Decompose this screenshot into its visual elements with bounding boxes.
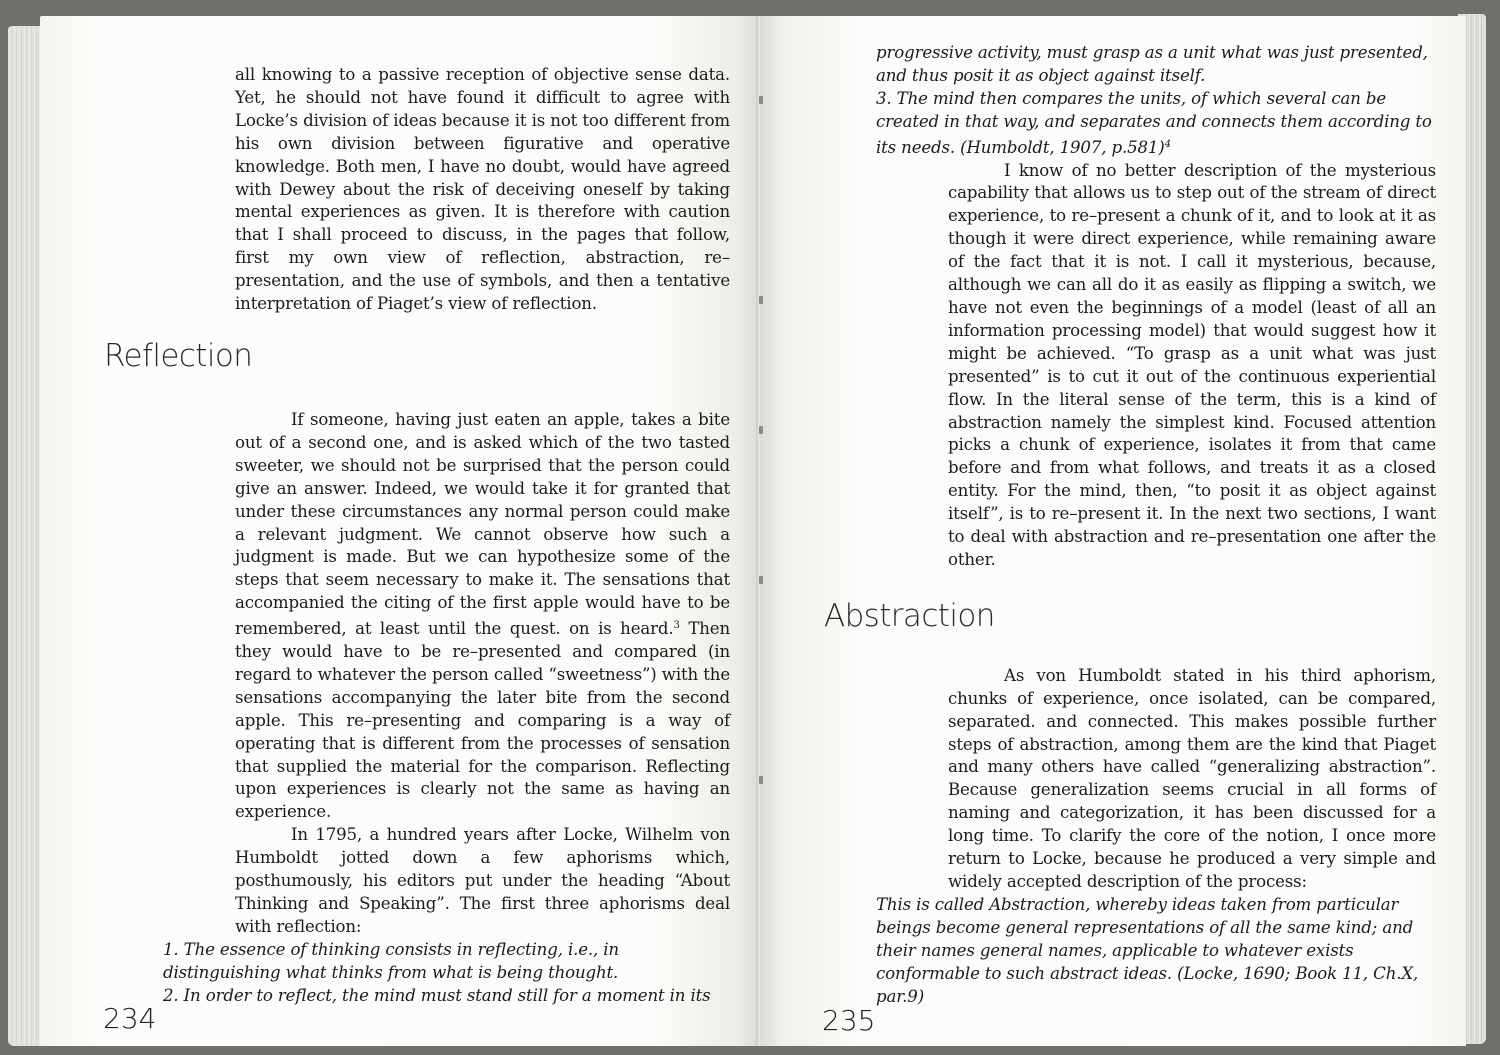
page-number-right: 235 [822, 1004, 876, 1037]
right-page [760, 16, 1466, 1046]
binding-stitch [759, 426, 763, 434]
section-heading-abstraction: Abstraction [824, 597, 995, 634]
locke-quote: This is called Abstraction, whereby ideas taken from particular beings become general representations of all the same kind; and their names general names, applicable to whatever exists conformable to such abstract ideas. (Locke, 1690; Book 11, Ch.X, par.9) [876, 894, 1419, 1006]
paragraph-mysterious: I know of no better description of the mysterious capability that allows us to step out of the stream of direct experience, to re–present a chunk of it, and to look at it as though it were direct experience, while remaining aware of the fact that it is not. I call it mysterious, because, although we can all do it as easily as flipping a switch, we have not even the beginnings of a model (least of all an information processing model) that would suggest how it might be achieved. “To grasp as a unit what was just presented” is to cut it out of the continuous experiential flow. In the literal sense of the term, this is a kind of abstraction namely the simplest kind. Focused attention picks a chunk of experience, isolates it from that came before and from what follows, and treats it as a closed entity. For the mind, then, “to posit it as object against itself”, is to re–present it. In the next two sections, I want to deal with abstraction and re–presentation one after the other. [948, 160, 1436, 569]
aphorism-2-start: 2. In order to reflect, the mind must stand still for a moment in its [163, 985, 711, 1005]
aphorism-1: 1. The essence of thinking consists in reflecting, i.e., in distinguishing what thinks from what is being thought. [163, 939, 619, 982]
paragraph-humboldt: In 1795, a hundred years after Locke, Wilhelm von Humboldt jotted down a few aphorisms which, posthumously, his editors put under the heading “About Thinking and Speaking”. The first three aphorisms deal with reflection: [235, 825, 730, 936]
binding-stitch [759, 96, 763, 104]
aphorism-2-continued: progressive activity, must grasp as a unit what was just presented, and thus posit it as object against itself. [876, 43, 1428, 85]
aphorism-3 [876, 88, 1436, 160]
paragraph-apple [235, 409, 730, 824]
binding-stitch [759, 776, 763, 784]
paragraph-intro: all knowing to a passive reception of objective sense data. Yet, he should not have found it difficult to agree with Locke’s division of ideas because it is not too different from his own division between figurative and operative knowledge. Both men, I have no doubt, would have agreed with Dewey about the risk of deceiving oneself by taking mental experiences as given. It is therefore with caution that I shall proceed to discuss, in the pages that follow, first my own view of reflection, abstraction, re–presentation, and the use of symbols, and then a tentative interpretation of Piaget’s view of reflection. [235, 65, 730, 314]
paragraph-apple-part1: If someone, having just eaten an apple, takes a bite out of a second one, and is asked which of the two tasted sweeter, we should not be surprised that the person could give an answer. Indeed, we would take it for granted that under these circumstances any normal person could make a relevant judgment. We cannot observe how such a judgment is made. But we can hypothesize some of the steps that seem necessary to make it. The sensations that accompanied the citing of the first apple would have to be remembered, at least until the quest. on is heard. [235, 409, 730, 639]
footnote-marker-4[interactable]: 4 [1164, 138, 1171, 150]
open-book [8, 6, 1486, 1050]
paragraph-apple-part2: Then they would have to be re–presented and compared (in regard to whatever the person called “sweetness”) with the sensations accompanying the later bite from the second apple. This re–presenting and comparing is a way of operating that is different from the processes of sensation that supplied the material for the comparison. Reflecting upon experiences is clearly not the same as having an experience. [235, 619, 730, 822]
binding-stitch [759, 296, 763, 304]
aphorism-3-text: 3. The mind then compares the units, of which several can be created in that way, and separates and connects them according to its needs. (Humboldt, 1907, p.581) [876, 88, 1432, 157]
footnote-marker-3[interactable]: 3 [673, 620, 680, 632]
binding-stitch [759, 576, 763, 584]
left-page [40, 16, 760, 1046]
left-page-text [104, 64, 730, 1008]
right-page-text [824, 42, 1436, 1008]
page-number-left: 234 [103, 1002, 157, 1035]
paragraph-abstraction: As von Humboldt stated in his third aphorism, chunks of experience, once isolated, can be compared, separated. and connected. This makes possible further steps of abstraction, among them are the kind that Piaget and many others have called “generalizing abstraction”. Because generalization seems crucial in all forms of naming and categorization, it has been discussed for a long time. To clarify the core of the notion, I once more return to Locke, because he produced a very simple and widely accepted description of the process: [948, 665, 1436, 891]
section-heading-reflection: Reflection [104, 337, 253, 374]
